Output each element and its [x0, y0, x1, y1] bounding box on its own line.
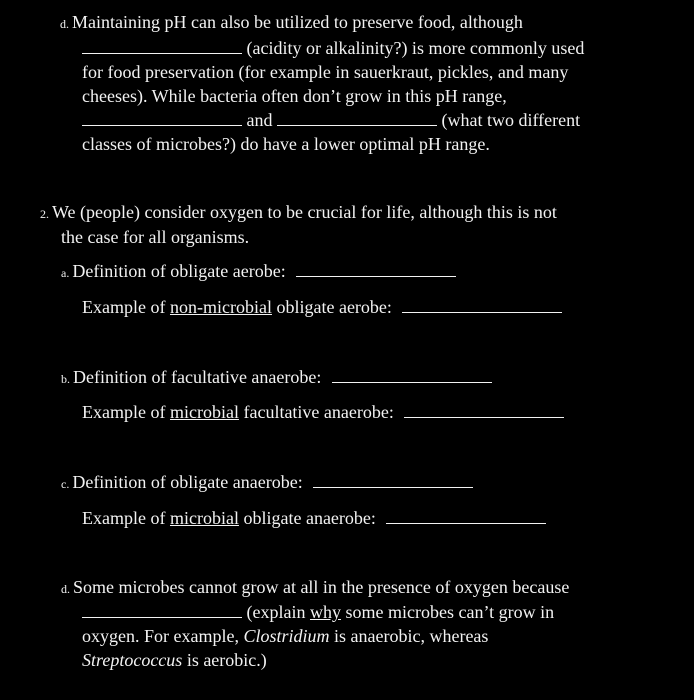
- part-d-ph-text-1: Maintaining pH can also be utilized to preserve food, although: [72, 12, 523, 32]
- part-d-ph-line6: classes of microbes?) do have a lower optimal pH range.: [82, 134, 490, 154]
- part-a-example-underlined: non-microbial: [169, 297, 272, 317]
- question-2-line1: [40, 201, 557, 225]
- part-b-label: b.: [61, 372, 70, 386]
- part-b-example-pre: Example of: [82, 402, 166, 422]
- answer-blank-obligate-anaerobe-definition[interactable]: [313, 471, 473, 488]
- part-c-example-pre: Example of: [82, 508, 166, 528]
- answer-blank-obligate-aerobe-definition[interactable]: [296, 260, 456, 277]
- part-a-label: a.: [61, 266, 70, 280]
- and-word: and: [246, 110, 273, 130]
- question-2-label: 2.: [40, 207, 49, 221]
- answer-blank-obligate-anaerobe-example[interactable]: [386, 507, 546, 524]
- part-d-oxygen-text-1: Some microbes cannot grow at all in the presence of oxygen because: [73, 577, 570, 597]
- part-c-definition: [61, 471, 473, 495]
- part-d-label: d.: [60, 17, 69, 31]
- part-c-example-underlined: microbial: [169, 508, 239, 528]
- part-d-ph-line4: cheeses). While bacteria often don’t grow in this pH range,: [82, 86, 507, 106]
- part-c-definition-text: Definition of obligate anaerobe:: [72, 472, 303, 492]
- answer-blank-acidity[interactable]: [82, 37, 242, 54]
- clostridium-name: Clostridium: [243, 626, 330, 646]
- question-2-text-1: We (people) consider oxygen to be crucial for life, although this is not: [52, 202, 557, 222]
- part-c-label: c.: [61, 477, 70, 491]
- part-d-oxygen-line3: [82, 625, 488, 647]
- answer-blank-facultative-anaerobe-definition[interactable]: [332, 366, 492, 383]
- answer-blank-obligate-aerobe-example[interactable]: [402, 296, 562, 313]
- part-d-oxygen-text-2-post: some microbes can’t grow in: [345, 602, 555, 622]
- part-b-definition-text: Definition of facultative anaerobe:: [73, 367, 322, 387]
- part-b-definition: [61, 366, 492, 390]
- answer-blank-facultative-anaerobe-example[interactable]: [404, 401, 564, 418]
- part-d-oxygen-why: why: [309, 602, 341, 622]
- part-d-oxygen-line1: [61, 576, 569, 600]
- part-d-ph-line2: [82, 37, 584, 59]
- part-d-ph-line3: for food preservation (for example in sauerkraut, pickles, and many: [82, 62, 569, 82]
- part-d-ph-text-2: (acidity or alkalinity?) is more commonly used: [246, 38, 585, 58]
- question-2-line2: the case for all organisms.: [61, 227, 250, 247]
- streptococcus-name: Streptococcus: [82, 650, 183, 670]
- part-d-ph-line5: [82, 109, 580, 131]
- part-b-example-post: facultative anaerobe:: [243, 402, 394, 422]
- part-c-example: [82, 507, 546, 529]
- part-d-oxygen-line2: [82, 601, 554, 623]
- part-d-oxygen-label: d.: [61, 582, 70, 596]
- part-d-oxygen-text-3-pre: oxygen. For example,: [82, 626, 239, 646]
- part-d-oxygen-text-2-pre: (explain: [246, 602, 306, 622]
- part-a-example: [82, 296, 562, 318]
- part-a-example-pre: Example of: [82, 297, 166, 317]
- answer-blank-microbe-class-1[interactable]: [82, 109, 242, 126]
- part-b-example-underlined: microbial: [169, 402, 239, 422]
- part-a-definition-text: Definition of obligate aerobe:: [72, 261, 286, 281]
- part-d-oxygen-text-3-post: is anaerobic, whereas: [334, 626, 489, 646]
- answer-blank-oxygen-reason[interactable]: [82, 601, 242, 618]
- part-d-oxygen-text-4-post: is aerobic.): [186, 650, 267, 670]
- part-d-oxygen-line4: [82, 649, 267, 671]
- part-d-ph-text-5: (what two different: [441, 110, 581, 130]
- answer-blank-microbe-class-2[interactable]: [277, 109, 437, 126]
- part-b-example: [82, 401, 564, 423]
- part-d-ph-line1: [60, 11, 523, 35]
- part-a-example-post: obligate aerobe:: [276, 297, 392, 317]
- part-a-definition: [61, 260, 456, 284]
- part-c-example-post: obligate anaerobe:: [243, 508, 376, 528]
